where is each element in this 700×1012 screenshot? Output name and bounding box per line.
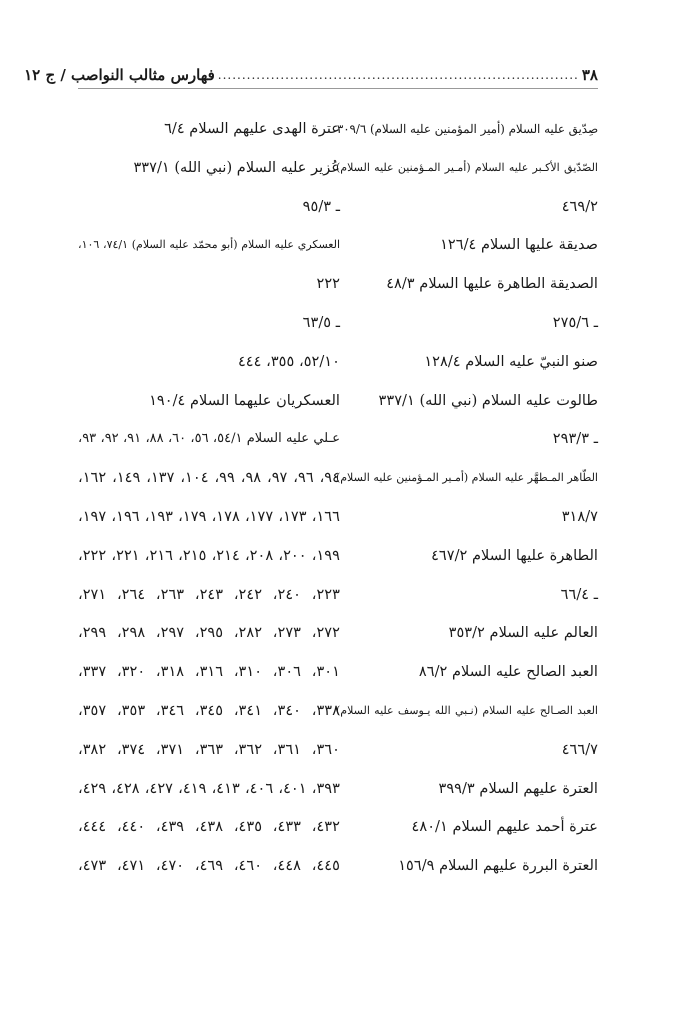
index-entry: الطاهرة عليها السلام ٤٦٧/٢ bbox=[431, 546, 598, 564]
index-entry: العالم عليه السلام ٣٥٣/٢ bbox=[448, 624, 598, 642]
index-entry: ٤٤٥، ٤٤٨، ٤٦٠، ٤٦٩، ٤٧٠، ٤٧١، ٤٧٣، bbox=[78, 857, 340, 875]
index-entry: ١٩٩، ٢٠٠، ٢٠٨، ٢١٤، ٢١٥، ٢١٦، ٢٢١، ٢٢٢، bbox=[78, 546, 340, 564]
index-entry: ٤٦٦/٧ bbox=[561, 740, 598, 758]
index-entry: ـ ٢٧٥/٦ bbox=[552, 313, 598, 331]
header-title: فهارس مثالب النواصب / ج ١٢ bbox=[24, 66, 215, 84]
index-entry: الطّاهر المـطهَّر عليه السلام (أمـير المـؤمنين عليه السلام) bbox=[335, 471, 598, 485]
index-entry: الصديقة الطاهرة عليها السلام ٤٨/٣ bbox=[386, 275, 598, 293]
index-column-right bbox=[336, 112, 598, 888]
index-entry: ٣٦٠، ٣٦١، ٣٦٢، ٣٦٣، ٣٧١، ٣٧٤، ٣٨٢، bbox=[78, 740, 340, 758]
index-entry: العسكري عليه السلام (أبو محمّد عليه السلام) ٧٤/١، ١٠٦، bbox=[78, 238, 340, 252]
index-entry: ـ ٦٦/٤ bbox=[560, 585, 598, 603]
index-entry: صنو النبيّ عليه السلام ١٢٨/٤ bbox=[424, 352, 598, 370]
index-entry: ـ ٢٩٣/٣ bbox=[552, 430, 598, 448]
index-entry: عترة الهدى عليهم السلام ٦/٤ bbox=[164, 120, 340, 137]
index-entry: ٢٢٣، ٢٤٠، ٢٤٢، ٢٤٣، ٢٦٣، ٢٦٤، ٢٧١، bbox=[78, 585, 340, 603]
header-rule bbox=[78, 88, 598, 89]
index-entry: ٥٢/١٠، ٣٥٥، ٤٤٤ bbox=[237, 352, 340, 370]
index-entry: ٤٣٢، ٤٣٣، ٤٣٥، ٤٣٨، ٤٣٩، ٤٤٠، ٤٤٤، bbox=[78, 818, 340, 836]
index-entry: طالوت عليه السلام (نبي الله) ٣٣٧/١ bbox=[378, 391, 598, 409]
index-entry: ٢٢٢ bbox=[316, 275, 340, 293]
index-entry: العسكريان عليهما السلام ١٩٠/٤ bbox=[149, 391, 340, 409]
index-column-left bbox=[78, 112, 340, 888]
index-entry: ٣١٨/٧ bbox=[561, 507, 598, 525]
index-entry: ٢٧٢، ٢٧٣، ٢٨٢، ٢٩٥، ٢٩٧، ٢٩٨، ٢٩٩، bbox=[78, 624, 340, 642]
index-entry: ـ ٦٣/٥ bbox=[302, 313, 340, 331]
index-entry: العترة البررة عليهم السلام ١٥٦/٩ bbox=[398, 857, 598, 875]
index-entry: صديقة عليها السلام ١٢٦/٤ bbox=[440, 236, 598, 254]
index-entry: عـلي عليه السلام ٥٤/١، ٥٦، ٦٠، ٨٨، ٩١، ٩٢، ٩٣، bbox=[78, 431, 341, 447]
index-entry: ١٦٦، ١٧٣، ١٧٧، ١٧٨، ١٧٩، ١٩٣، ١٩٦، ١٩٧، bbox=[78, 507, 340, 525]
index-entry: ـ ٩٥/٣ bbox=[302, 197, 340, 215]
index-entry: عترة أحمد عليهم السلام ٤٨٠/١ bbox=[411, 818, 598, 836]
index-entry: عُزير عليه السلام (نبي الله) ٣٣٧/١ bbox=[133, 158, 340, 176]
index-entry: ٤٦٩/٢ bbox=[561, 197, 598, 215]
index-entry: ٣٩٣، ٤٠١، ٤٠٦، ٤١٣، ٤١٩، ٤٢٧، ٤٢٨، ٤٢٩، bbox=[78, 779, 340, 797]
index-entry: ٩٤، ٩٦، ٩٧، ٩٨، ٩٩، ١٠٤، ١٣٧، ١٤٩، ١٦٢، bbox=[78, 469, 340, 487]
index-entry: ٣٠١، ٣٠٦، ٣١٠، ٣١٦، ٣١٨، ٣٢٠، ٣٣٧، bbox=[78, 663, 340, 681]
running-header bbox=[24, 62, 598, 88]
index-entry: العترة عليهم السلام ٣٩٩/٣ bbox=[438, 779, 598, 797]
index-entry: الصّدّيق الأكـبر عليه السلام (أمـير المـؤمنين عليه السلام) bbox=[336, 160, 598, 174]
page-number: ٣٨ bbox=[581, 66, 598, 84]
index-entry: العبد الصالح عليه السلام ٨٦/٢ bbox=[418, 663, 598, 681]
dot-leader: ........................................................................... bbox=[217, 68, 579, 82]
index-entry: ٣٣٨، ٣٤٠، ٣٤١، ٣٤٥، ٣٤٦، ٣٥٣، ٣٥٧، bbox=[78, 701, 340, 719]
index-entry: صِدّيق عليه السلام (أمير المؤمنين عليه السلام) ٣٠٩/٦ bbox=[336, 122, 598, 136]
index-entry: العبد الصـالح عليه السلام (نـبي الله يـوسف عليه السلام) bbox=[336, 703, 598, 717]
